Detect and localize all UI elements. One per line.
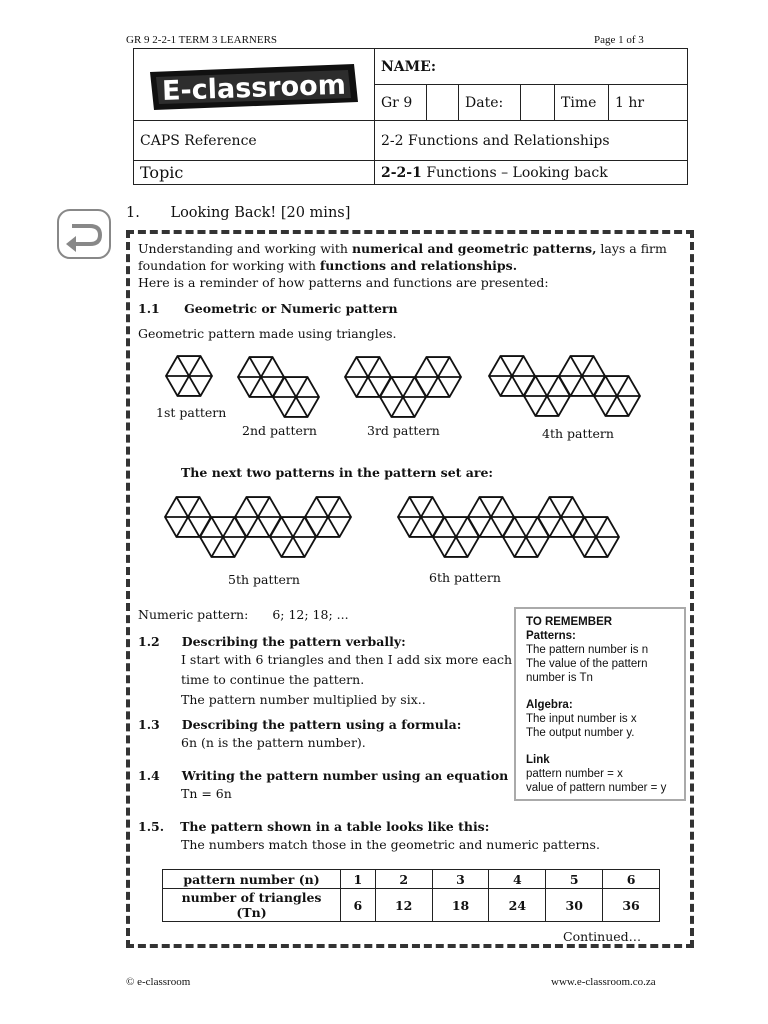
numeric-pattern bbox=[138, 606, 349, 624]
remember-patterns-heading: Patterns: bbox=[526, 630, 576, 642]
grade-cell: Gr 9 bbox=[375, 85, 427, 121]
s14-block bbox=[138, 767, 508, 803]
intro-text: Understanding and working with numerical and geometric patterns, lays a firm foundation for working with functions and relationships. Here is a reminder of how patterns and functions are presented: bbox=[138, 241, 667, 290]
remember-a3: number is Tn bbox=[526, 672, 593, 684]
s12-block bbox=[138, 633, 512, 709]
topic-code: 2-2-1 bbox=[381, 164, 422, 181]
s14-title: Writing the pattern number using an equation bbox=[181, 768, 509, 783]
to-remember-box bbox=[514, 607, 686, 801]
name-label: NAME: bbox=[381, 58, 436, 75]
s15-title: The pattern shown in a table looks like this: bbox=[180, 819, 490, 834]
s11-title: Geometric or Numeric pattern bbox=[184, 301, 398, 316]
table-cell: 4 bbox=[489, 870, 546, 889]
remember-title: TO REMEMBER bbox=[526, 616, 613, 628]
label-pattern-4: 4th pattern bbox=[542, 426, 614, 441]
row1-label: pattern number (n) bbox=[163, 870, 341, 889]
table-cell: 30 bbox=[546, 889, 603, 922]
remember-a2: The value of the pattern bbox=[526, 658, 648, 670]
remember-c2: value of pattern number = y bbox=[526, 782, 667, 794]
remember-b1: The input number is x bbox=[526, 713, 637, 725]
table-cell: 36 bbox=[603, 889, 660, 922]
course-header: GR 9 2-2-1 TERM 3 LEARNERS bbox=[126, 34, 278, 46]
s12-title: Describing the pattern verbally: bbox=[181, 634, 406, 649]
remember-link-heading: Link bbox=[526, 754, 550, 766]
table-cell: 1 bbox=[341, 870, 376, 889]
s13-line1: 6n (n is the pattern number). bbox=[181, 735, 366, 750]
s13-num: 1.3 bbox=[138, 717, 160, 732]
s11-num: 1.1 bbox=[138, 301, 160, 316]
s15-block bbox=[138, 818, 600, 854]
section-number: 1. bbox=[126, 205, 140, 221]
continued-text: Continued… bbox=[563, 929, 642, 944]
remember-a1: The pattern number is n bbox=[526, 644, 649, 656]
page-number: Page 1 of 3 bbox=[594, 34, 644, 46]
pattern-table bbox=[162, 869, 660, 922]
table-cell: 24 bbox=[489, 889, 546, 922]
footer-copyright: © e-classroom bbox=[126, 976, 191, 988]
numeric-values: 6; 12; 18; ... bbox=[272, 607, 349, 622]
table-cell: 6 bbox=[341, 889, 376, 922]
s14-num: 1.4 bbox=[138, 768, 160, 783]
s13-title: Describing the pattern using a formula: bbox=[181, 717, 462, 732]
table-cell: 5 bbox=[546, 870, 603, 889]
table-row bbox=[163, 889, 660, 922]
table-cell: 3 bbox=[432, 870, 489, 889]
s12-line1: I start with 6 triangles and then I add six more each bbox=[181, 652, 513, 667]
label-pattern-1: 1st pattern bbox=[156, 405, 227, 420]
s13-block bbox=[138, 716, 461, 752]
s14-line1: Tn = 6n bbox=[181, 786, 232, 801]
label-pattern-6: 6th pattern bbox=[429, 570, 501, 585]
time-value: 1 hr bbox=[609, 85, 688, 121]
label-pattern-3: 3rd pattern bbox=[367, 423, 440, 438]
topic-label: Topic bbox=[134, 161, 375, 185]
table-cell: 2 bbox=[375, 870, 432, 889]
s12-line2: time to continue the pattern. bbox=[181, 672, 365, 687]
numeric-label: Numeric pattern: bbox=[138, 607, 249, 622]
remember-c1: pattern number = x bbox=[526, 768, 623, 780]
caps-value: 2-2 Functions and Relationships bbox=[375, 121, 688, 161]
remember-algebra-heading: Algebra: bbox=[526, 699, 573, 711]
s15-num: 1.5. bbox=[138, 819, 165, 834]
label-pattern-5: 5th pattern bbox=[228, 572, 300, 587]
topic-text: Functions – Looking back bbox=[426, 164, 608, 181]
s12-num: 1.2 bbox=[138, 634, 160, 649]
table-row bbox=[163, 870, 660, 889]
label-pattern-2: 2nd pattern bbox=[242, 423, 317, 438]
footer-url: www.e-classroom.co.za bbox=[551, 976, 656, 988]
s12-line3: The pattern number multiplied by six.. bbox=[181, 692, 426, 707]
table-cell: 18 bbox=[432, 889, 489, 922]
next-patterns-text: The next two patterns in the pattern set are: bbox=[181, 465, 494, 480]
logo-text: E-classroom bbox=[161, 69, 347, 107]
row2-label: number of triangles (Tn) bbox=[163, 889, 341, 922]
caps-label-text: CAPS Reference bbox=[140, 132, 257, 149]
s11-text: Geometric pattern made using triangles. bbox=[138, 326, 397, 341]
time-label: Time bbox=[555, 85, 609, 121]
remember-b2: The output number y. bbox=[526, 727, 635, 739]
s15-line1: The numbers match those in the geometric and numeric patterns. bbox=[181, 837, 600, 852]
table-cell: 6 bbox=[603, 870, 660, 889]
date-label: Date: bbox=[459, 85, 521, 121]
section-title: Looking Back! [20 mins] bbox=[170, 205, 351, 221]
table-cell: 12 bbox=[375, 889, 432, 922]
